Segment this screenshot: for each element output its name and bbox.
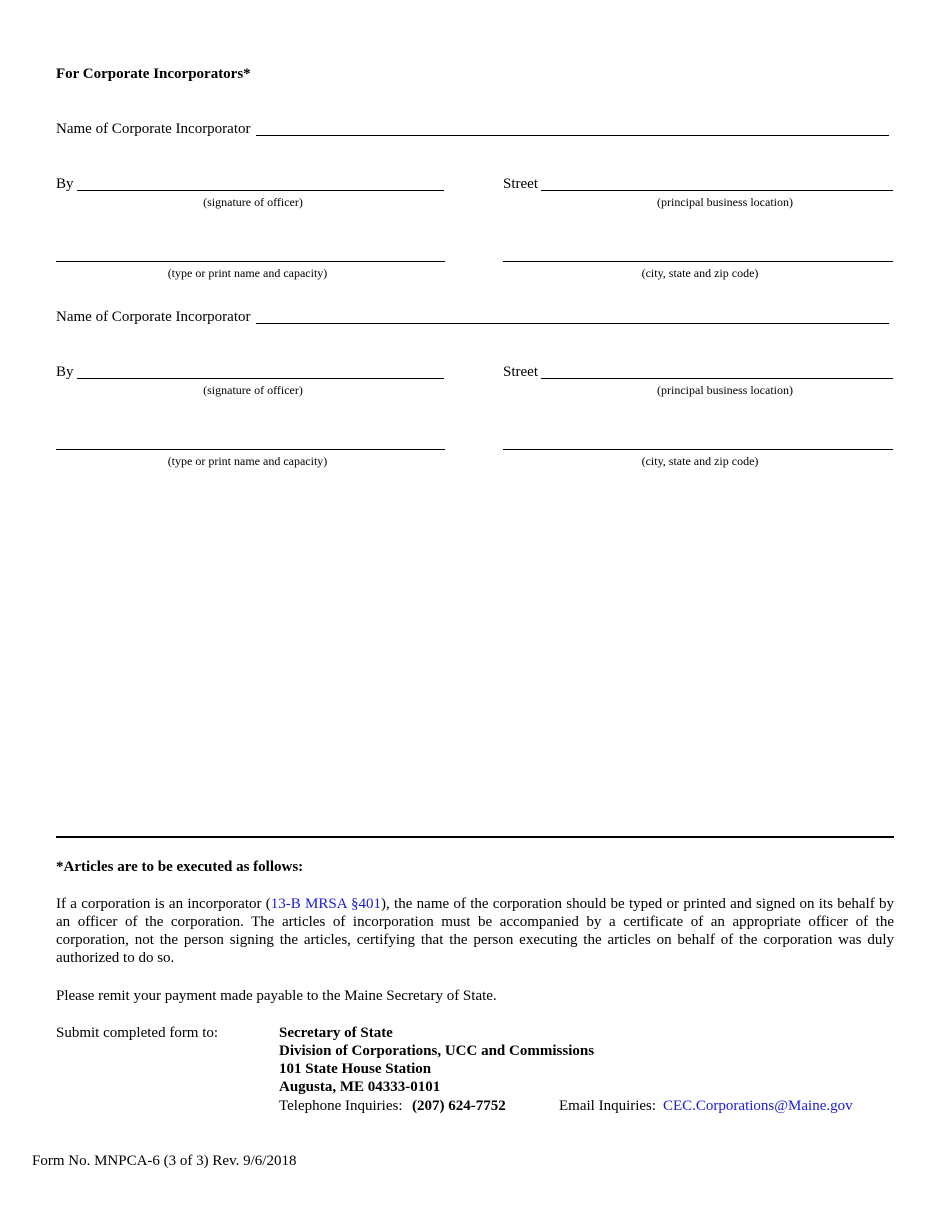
corporate-name-label: Name of Corporate Incorporator	[56, 309, 251, 325]
corporate-name-field[interactable]	[256, 135, 889, 136]
street-field[interactable]	[541, 378, 893, 379]
corporate-name-field[interactable]	[256, 323, 889, 324]
phone-label: Telephone Inquiries:	[279, 1098, 403, 1114]
instructions-text-start: If a corporation is an incorporator (	[56, 896, 271, 912]
by-label: By	[56, 176, 74, 192]
payment-note: Please remit your payment made payable to the Maine Secretary of State.	[56, 988, 497, 1004]
street-label: Street	[503, 176, 538, 192]
city-state-zip-field[interactable]	[503, 449, 893, 450]
print-name-caption: (type or print name and capacity)	[167, 266, 328, 280]
email-label: Email Inquiries:	[559, 1098, 657, 1114]
email-link[interactable]: CEC.Corporations@Maine.gov	[663, 1098, 853, 1114]
signature-caption: (signature of officer)	[203, 383, 303, 397]
submit-label: Submit completed form to:	[56, 1025, 219, 1041]
signature-caption: (signature of officer)	[203, 195, 303, 209]
city-state-zip-caption: (city, state and zip code)	[641, 266, 759, 280]
print-name-field[interactable]	[56, 449, 445, 450]
signature-field[interactable]	[77, 378, 444, 379]
address-line-4: Augusta, ME 04333-0101	[279, 1079, 441, 1095]
print-name-field[interactable]	[56, 261, 445, 262]
section-heading: For Corporate Incorporators*	[56, 66, 251, 82]
city-state-zip-caption: (city, state and zip code)	[641, 454, 759, 468]
form-number: Form No. MNPCA-6 (3 of 3) Rev. 9/6/2018	[32, 1153, 297, 1169]
signature-field[interactable]	[77, 190, 444, 191]
address-line-3: 101 State House Station	[279, 1061, 432, 1077]
street-caption: (principal business location)	[657, 383, 793, 397]
statute-link[interactable]: 13-B MRSA §401	[270, 896, 382, 912]
street-caption: (principal business location)	[657, 195, 793, 209]
corporate-name-label: Name of Corporate Incorporator	[56, 121, 251, 137]
instructions-text-end: ), the name of the corporation should be typed or printed and signed on its behalf by an officer of the corporation. The articles of incorporation must be accompanied by a certificate of an appropriate officer of the corporation, not the person signing the articles, certifying that the person executing the articles on behalf of the corporation was duly authorized to do so.	[56, 896, 894, 966]
section-divider	[56, 836, 894, 838]
street-field[interactable]	[541, 190, 893, 191]
articles-heading: *Articles are to be executed as follows:	[56, 859, 304, 875]
by-label: By	[56, 364, 74, 380]
print-name-caption: (type or print name and capacity)	[167, 454, 328, 468]
address-line-2: Division of Corporations, UCC and Commissions	[279, 1043, 595, 1059]
instructions-paragraph	[56, 895, 894, 967]
phone-number: (207) 624-7752	[412, 1098, 506, 1114]
street-label: Street	[503, 364, 538, 380]
address-line-1: Secretary of State	[279, 1025, 393, 1041]
city-state-zip-field[interactable]	[503, 261, 893, 262]
